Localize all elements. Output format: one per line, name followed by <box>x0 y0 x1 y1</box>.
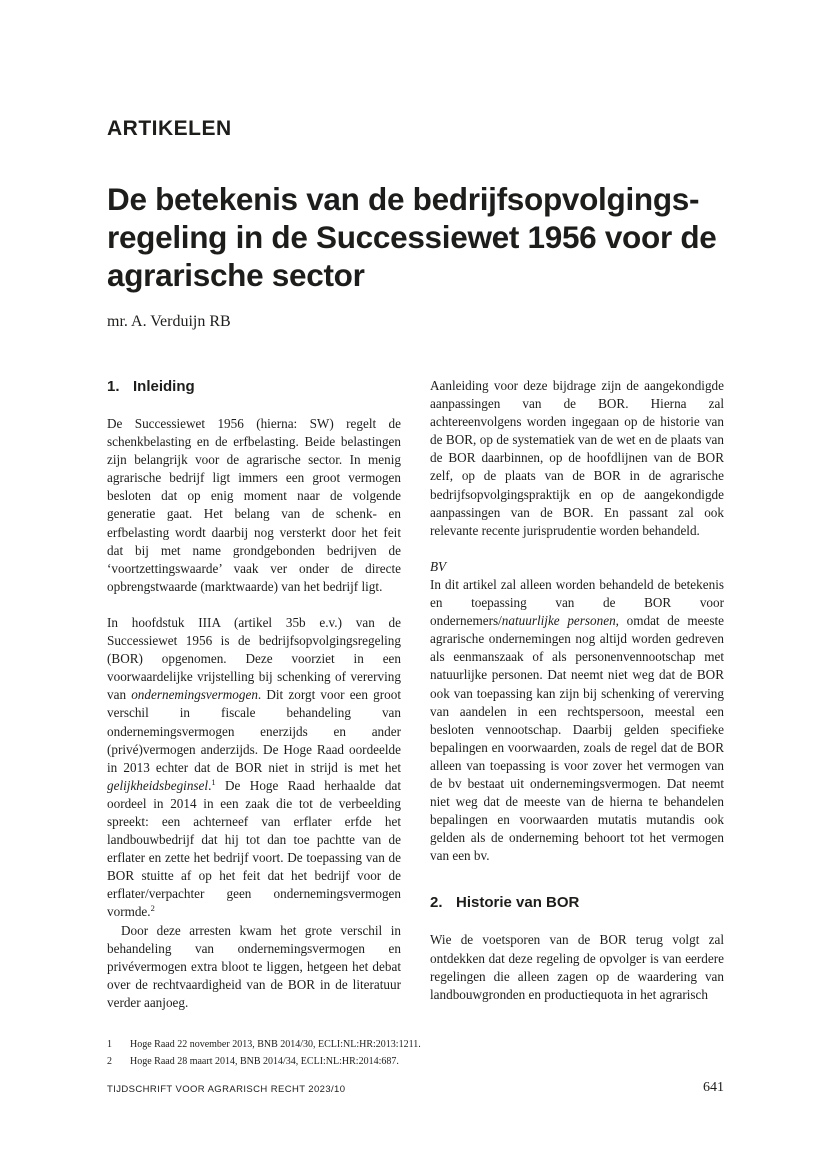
section-rubric: ARTIKELEN <box>107 117 232 140</box>
left-column <box>107 377 401 1012</box>
right-column <box>430 377 724 1004</box>
text-run: In hoofdstuk IIIA (artikel 35b e.v.) van de Successiewet 1956 is de bedrijfsopvolgingsregeling (BOR) opgenomen. Deze voorziet in een voorwaardelijke vrijstelling bij schenking of vererving van <box>107 614 401 703</box>
footnote-number: 1 <box>107 1039 112 1050</box>
text-run: . <box>208 777 212 793</box>
emphasis: natuurlijke personen <box>501 613 616 629</box>
footnote-ref[interactable]: 1 <box>211 776 216 787</box>
emphasis: ondernemingsvermogen <box>131 687 258 703</box>
footnote <box>107 1036 727 1053</box>
paragraph <box>430 576 724 866</box>
section-title: Historie van BOR <box>456 894 580 912</box>
footnote-number: 2 <box>107 1056 112 1067</box>
section-number: 1. <box>107 378 120 395</box>
text-run: . Dit zorgt voor een groot verschil in fiscale behandeling van ondernemingsvermogen enerzijds en ander (privé)vermogen anderzijds. De Hoge Raad oordeelde in 2013 echter dat de BOR niet in strijd is met het <box>107 687 401 775</box>
paragraph <box>107 614 401 922</box>
text-run: , omdat de meeste agrarische ondernemingen nog altijd worden gedreven als eenmanszaak of als personenvennootschap met natuurlijke personen. Dat neemt niet weg dat de BOR ook van toepassing kan zijn bij schenking of vererving van aandelen in een rechtspersoon, meestal een besloten vennootschap. Daarbij gelden specifieke bepalingen en voorwaarden, zoals de regel dat de BOR alleen van toepassing is voor zover het vermogen van de bv bestaat uit ondernemingsvermogen. Dat neemt niet weg dat de meeste van de hierna te behandelen bepalingen en voorwaarden mutatis mutandis ook gelden als de onderneming behoort tot het vermogen van een bv. <box>430 613 724 864</box>
page-number: 641 <box>703 1080 724 1095</box>
section-heading-1 <box>107 377 401 397</box>
journal-footer: TIJDSCHRIFT VOOR AGRARISCH RECHT 2023/10 <box>107 1084 346 1095</box>
footnote-text: Hoge Raad 22 november 2013, BNB 2014/30, ECLI:NL:HR:2013:1211. <box>130 1039 421 1050</box>
article-author: mr. A. Verduijn RB <box>107 313 231 330</box>
section-heading-2 <box>430 893 724 913</box>
footnotes <box>107 1036 727 1070</box>
section-title: Inleiding <box>133 378 195 395</box>
emphasis: gelijkheidsbeginsel <box>107 777 209 793</box>
footnote <box>107 1053 727 1070</box>
paragraph: Wie de voetsporen van de BOR terug volgt zal ontdekken dat deze regeling de opvolger is van eerdere regelingen die alleen zagen op de waardering van landbouwgronden en productiequota in het agrarisch <box>430 932 724 1002</box>
section-number: 2. <box>430 894 443 912</box>
article-title: De betekenis van de bedrijfsopvolgings-regeling in de Successiewet 1956 voor de agrarische sector <box>107 181 717 293</box>
paragraph: Aanleiding voor deze bijdrage zijn de aangekondigde aanpassingen van de BOR. Hierna zal achtereenvolgens worden ingegaan op de historie van de BOR, op de systematiek van de wet en de plaats van de BOR daarbinnen, op de hoofdlijnen van de BOR zelf, op de plaats van de BOR in de agrarische bedrijfsopvolgingspraktijk en op de aangekondigde aanpassingen van de BOR. En passant zal ook relevante recente jurisprudentie worden behandeld. <box>430 378 724 538</box>
footnote-ref[interactable]: 2 <box>150 903 155 914</box>
paragraph: De Successiewet 1956 (hierna: SW) regelt de schenkbelasting en de erfbelasting. Beide belastingen zijn belangrijk voor de agrarische sector. In menig agrarische bedrijf ligt immers een groot vermogen besloten dat op enig moment naar de volgende generatie gaat. Het belang van de schenk- en erfbelasting wordt daarbij nog versterkt door het feit dat bij met name grondgebonden bedrijven de ‘voortzettingswaarde’ vaak ver onder de directe opbrengstwaarde (marktwaarde) van het bedrijf ligt. <box>107 416 401 594</box>
text-run: In dit artikel zal alleen worden behandeld de betekenis en toepassing van de BOR voor ondernemers/ <box>430 576 724 629</box>
text-run: De Hoge Raad herhaalde dat oordeel in 2014 in een zaak die tot de verbeelding spreekt: een achterneef van erflater erfde het landbouwbedrijf dat hij tot dan toe pachtte van de erflater en zette het bedrijf voort. De toepassing van de BOR stuitte af op het feit dat het bedrijf voor de erflater/verpachter geen ondernemingsvermogen vormde. <box>107 777 401 920</box>
footnote-text: Hoge Raad 28 maart 2014, BNB 2014/34, ECLI:NL:HR:2014:687. <box>130 1056 399 1067</box>
subsection-label: BV <box>430 558 447 574</box>
paragraph: Door deze arresten kwam het grote verschil in behandeling van ondernemingsvermogen en privévermogen extra bloot te liggen, hetgeen het debat over de rechtvaardigheid van de BOR in de literatuur verder aanjoeg. <box>107 922 401 1010</box>
